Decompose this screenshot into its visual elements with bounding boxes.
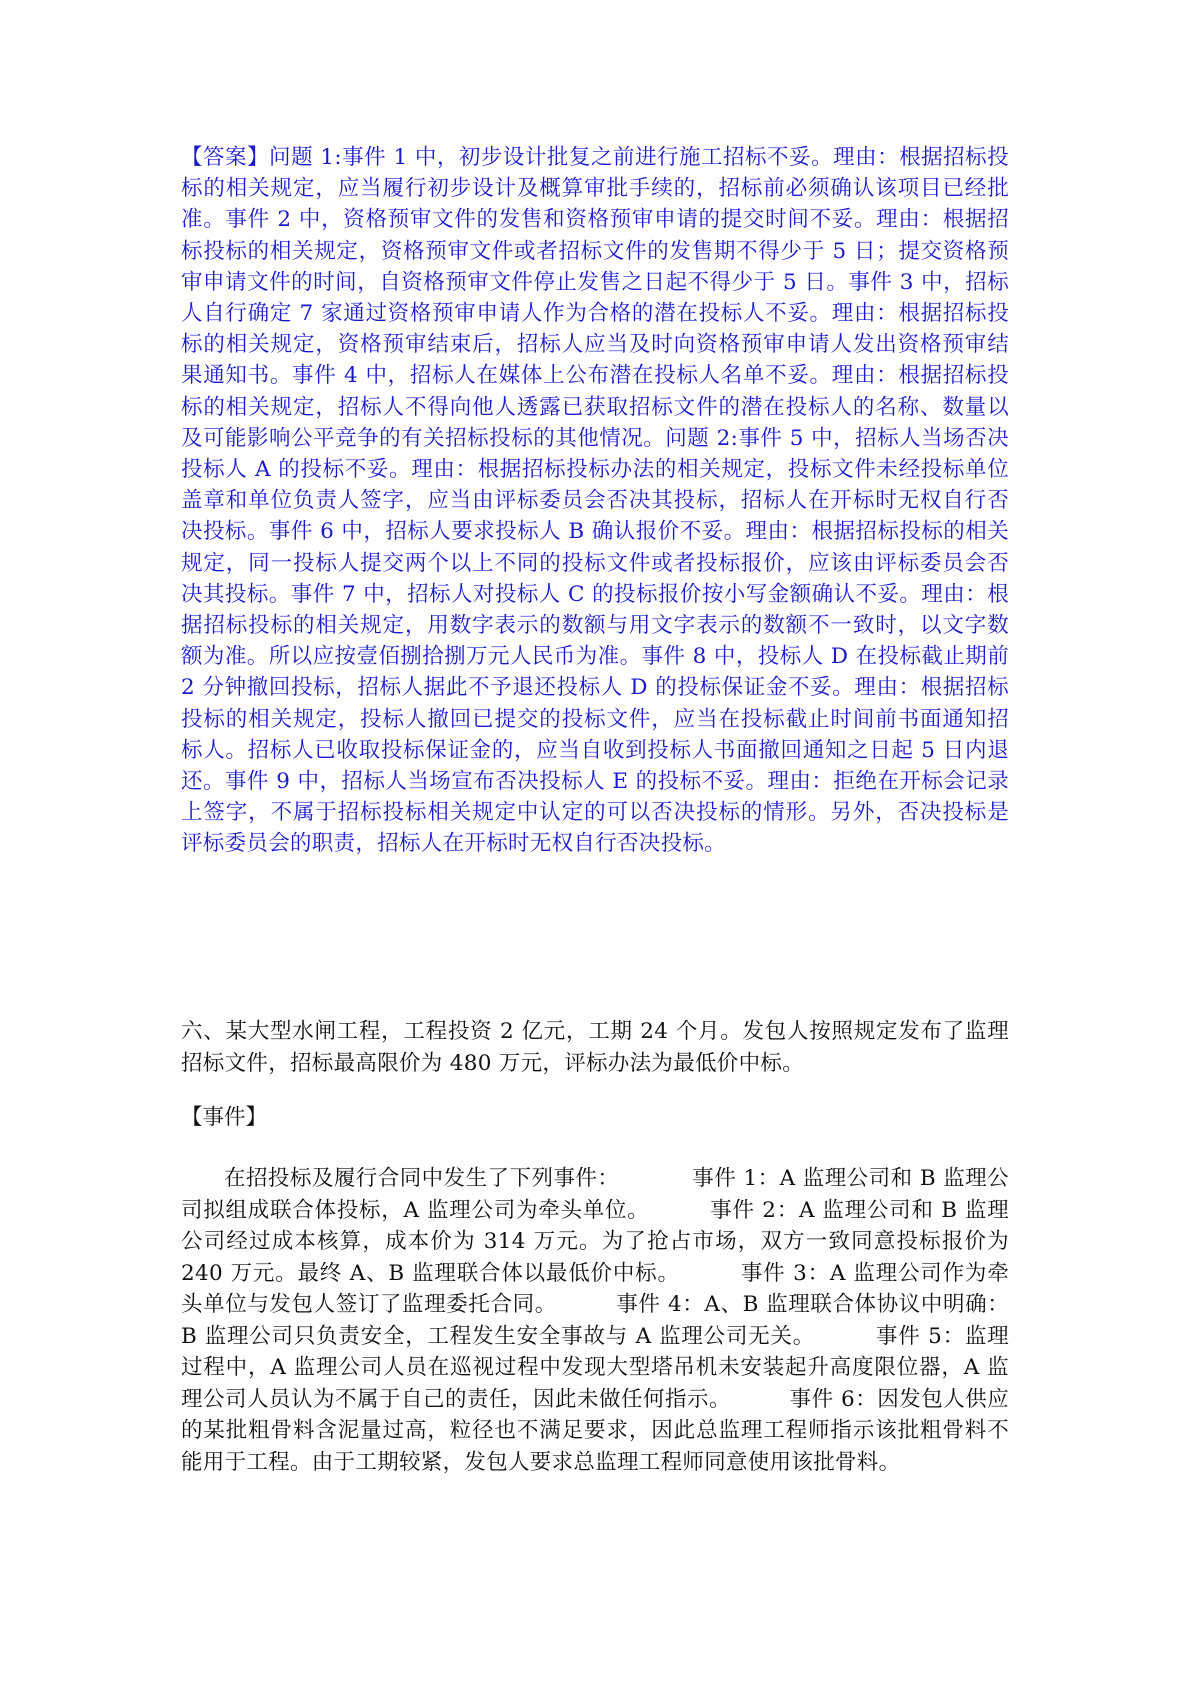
events-paragraph: 在招投标及履行合同中发生了下列事件： 事件 1：A 监理公司和 B 监理公司拟组成联合体投标，A 监理公司为牵头单位。 事件 2：A 监理公司和 B 监理公司经过成本核算，成本价为 314 万元。为了抢占市场，双方一致同意投标报价为 240 万元。最终 A、B 监理联合体以最低价中标。 事件 3：A 监理公司作为牵头单位与发包人签订了监理委托合同。 事件 4：A、B 监理联合体协议中明确：B 监理公司只负责安全，工程发生安全事故与 A 监理公司无关。 事件 5：监理过程中，A 监理公司人员在巡视过程中发现大型塔吊机未安装起升高度限位器，A 监理公司人员认为不属于自己的责任，因此未做任何指示。 事件 6：因发包人供应的某批粗骨料含泥量过高，粒径也不满足要求，因此总监理工程师指示该批粗骨料不能用于工程。由于工期较紧，发包人要求总监理工程师同意使用该批骨料。: [181, 1166, 1017, 1475]
question-six-paragraph: 六、某大型水闸工程，工程投资 2 亿元，工期 24 个月。发包人按照规定发布了监理招标文件，招标最高限价为 480 万元，评标办法为最低价中标。: [181, 1019, 1009, 1076]
answer-paragraph: 【答案】问题 1:事件 1 中，初步设计批复之前进行施工招标不妥。理由：根据招标投标的相关规定，应当履行初步设计及概算审批手续的，招标前必须确认该项目已经批准。事件 2 中，资格预审文件的发售和资格预审申请的提交时间不妥。理由：根据招标投标的相关规定，资格预审文件或者招标文件的发售期不得少于 5 日；提交资格预审申请文件的时间，自资格预审文件停止发售之日起不得少于 5 日。事件 3 中，招标人自行确定 7 家通过资格预审申请人作为合格的潜在投标人不妥。理由：根据招标投标的相关规定，资格预审结束后，招标人应当及时向资格预审申请人发出资格预审结果通知书。事件 4 中，招标人在媒体上公布潜在投标人名单不妥。理由：根据招标投标的相关规定，招标人不得向他人透露已获取招标文件的潜在投标人的名称、数量以及可能影响公平竞争的有关招标投标的其他情况。问题 2:事件 5 中，招标人当场否决投标人 A 的投标不妥。理由：根据招标投标办法的相关规定，投标文件未经投标单位盖章和单位负责人签字，应当由评标委员会否决其投标，招标人在开标时无权自行否决投标。事件 6 中，招标人要求投标人 B 确认报价不妥。理由：根据招标投标的相关规定，同一投标人提交两个以上不同的投标文件或者投标报价，应该由评标委员会否决其投标。事件 7 中，招标人对投标人 C 的投标报价按小写金额确认不妥。理由：根据招标投标的相关规定，用数字表示的数额与用文字表示的数额不一致时，以文字数额为准。所以应按壹佰捌拾捌万元人民币为准。事件 8 中，投标人 D 在投标截止期前 2 分钟撤回投标，招标人据此不予退还投标人 D 的投标保证金不妥。理由：根据招标投标的相关规定，投标人撤回已提交的投标文件，应当在投标截止时间前书面通知招标人。招标人已收取投标保证金的，应当自收到投标人书面撤回通知之日起 5 日内退还。事件 9 中，招标人当场宣布否决投标人 E 的投标不妥。理由：拒绝在开标会记录上签字，不属于招标投标相关规定中认定的可以否决投标的情形。另外，否决投标是评标委员会的职责，招标人在开标时无权自行否决投标。: [181, 145, 1009, 857]
events-heading: 【事件】: [181, 1105, 268, 1130]
